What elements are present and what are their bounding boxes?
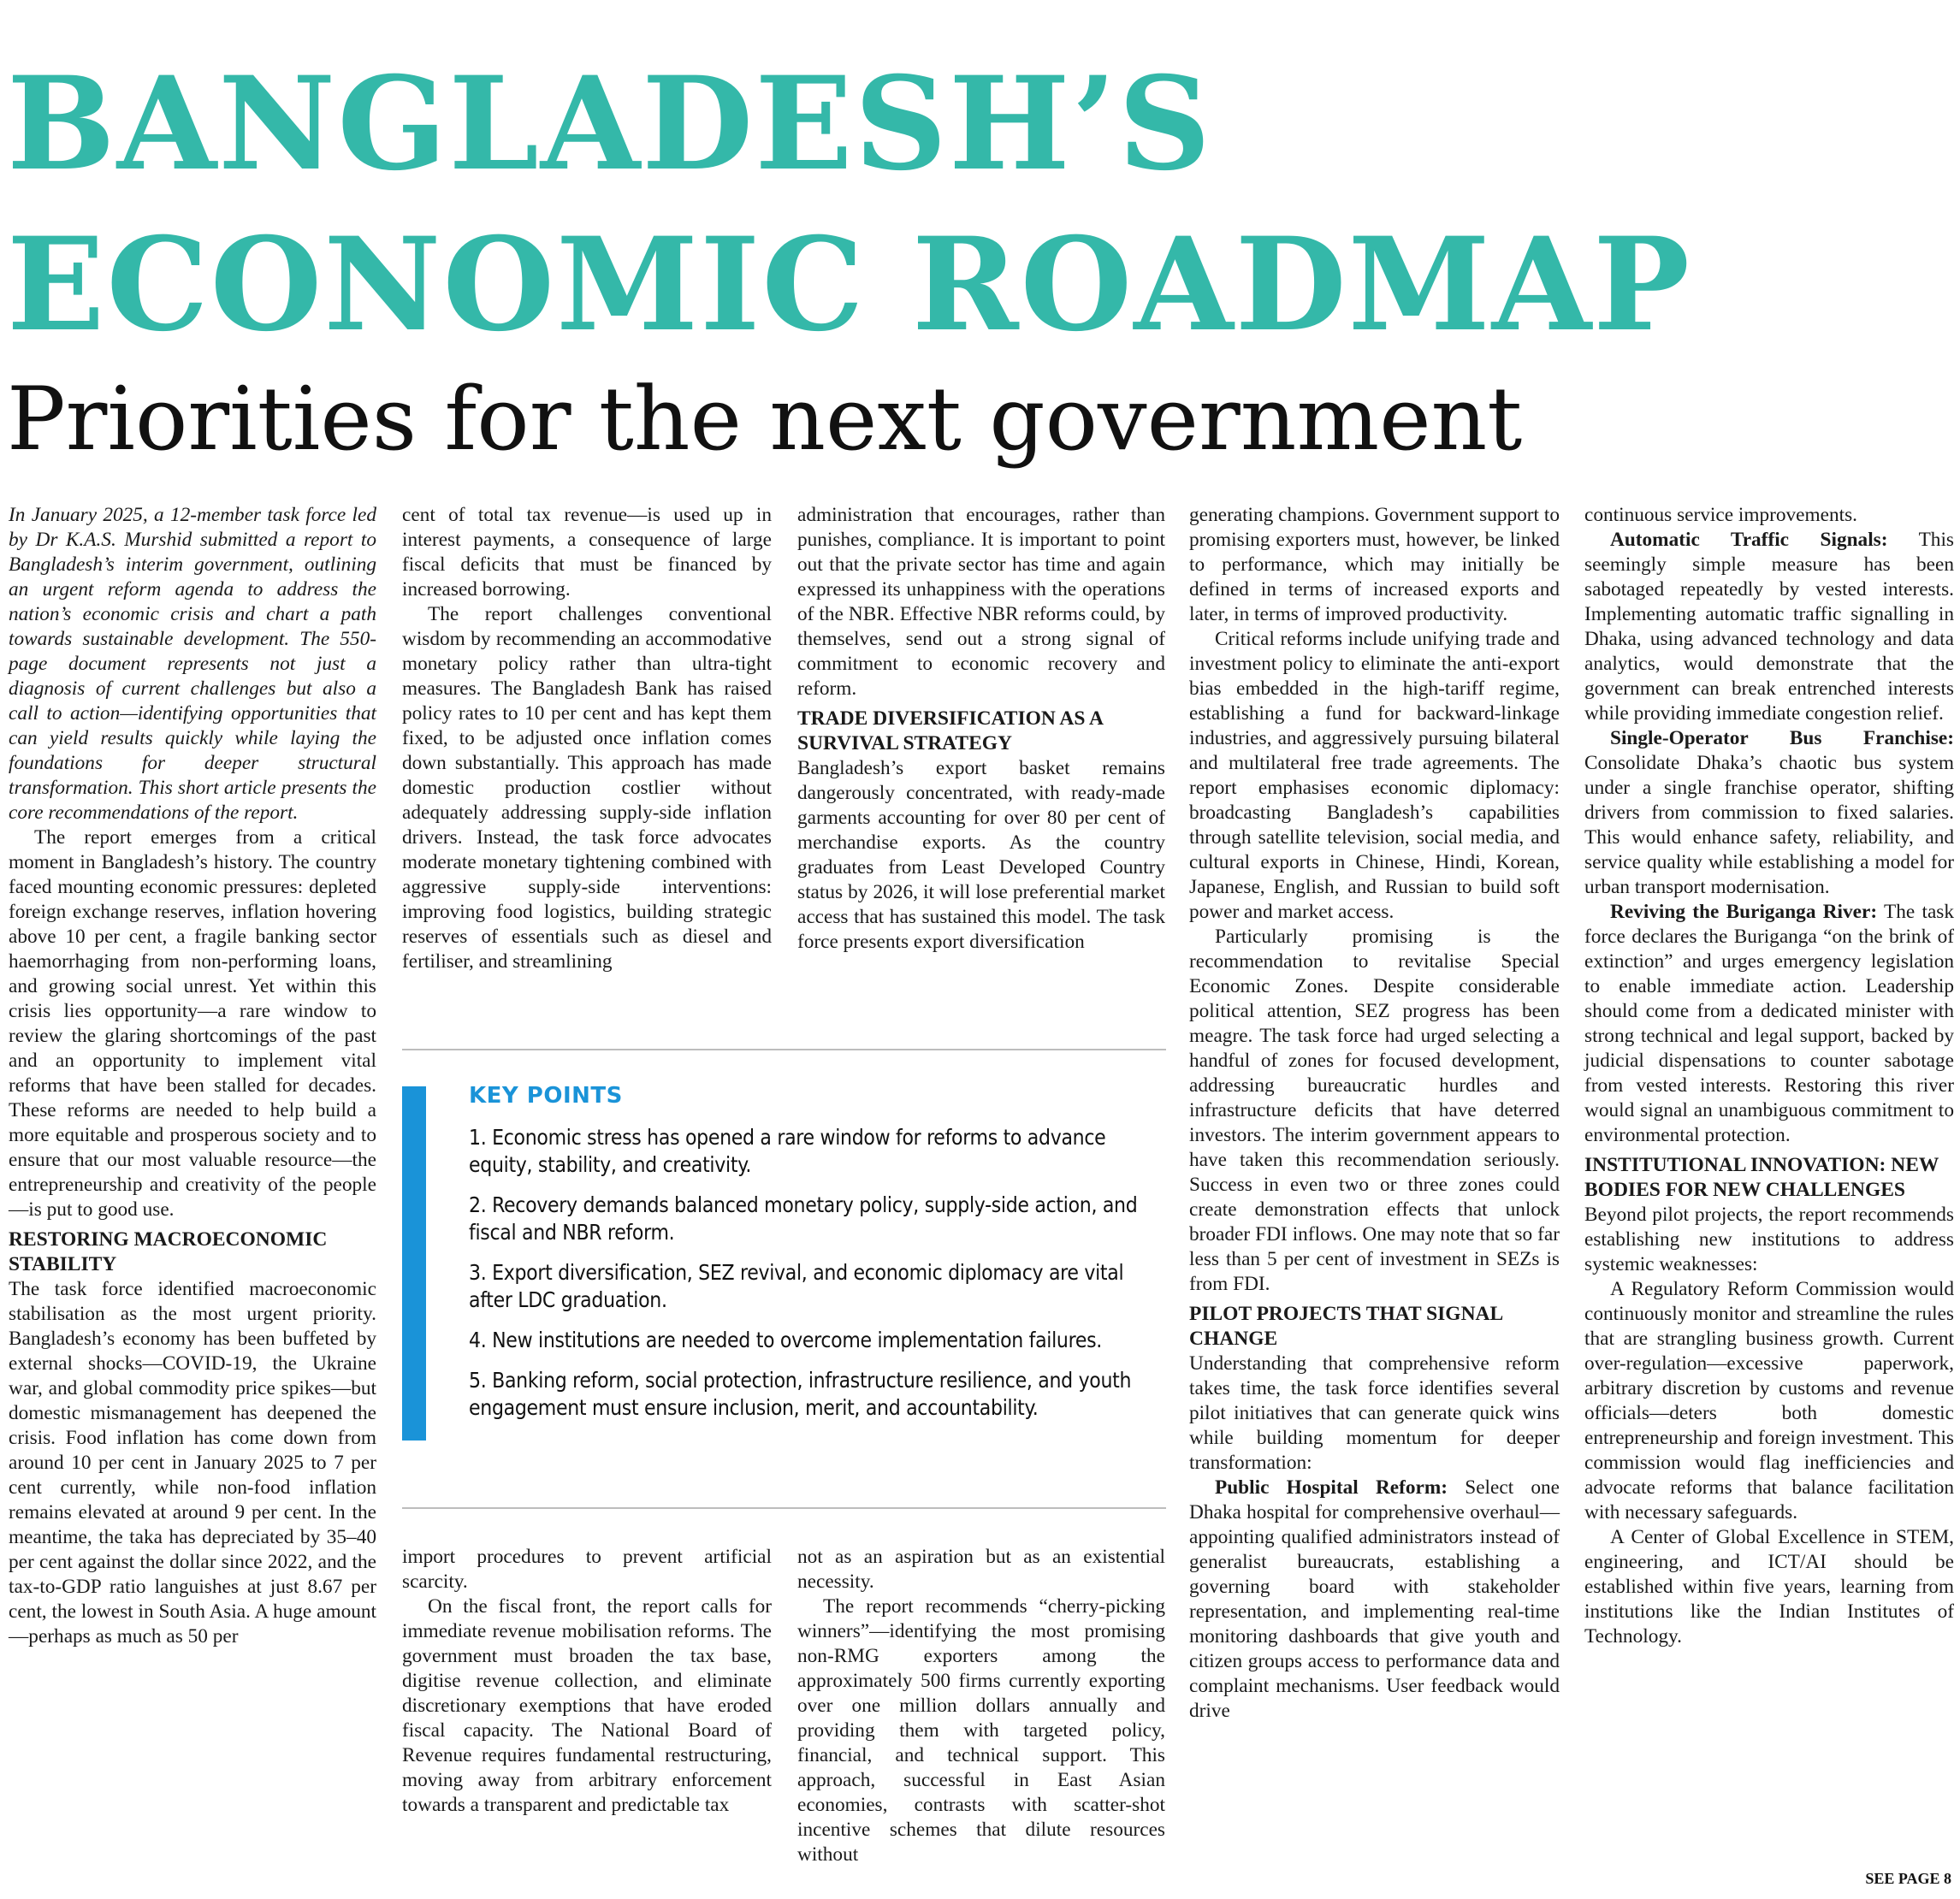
body-paragraph: On the fiscal front, the report calls for immediate revenue mobilisation reforms. The government must broaden the tax base, digitise revenue collection, and eliminate discretionary exemptions that have eroded fiscal capacity. The National Board of Revenue requires fundamental restructuring, moving away from arbitrary enforcement towards a transparent and predictable tax <box>402 1595 772 1816</box>
key-points-title: KEY POINTS <box>469 1083 623 1109</box>
key-point-item: 1. Economic stress has opened a rare window for reforms to advance equity, stability, and creativity. <box>469 1125 1106 1177</box>
section-heading-trade: TRADE DIVERSIFICATION AS A SURVIVAL STRATEGY <box>797 707 1103 754</box>
traffic-paragraph <box>1584 528 1954 726</box>
key-points-list <box>469 1124 1145 1435</box>
article-column-2-bottom <box>402 1545 772 1818</box>
body-paragraph: Bangladesh’s export basket remains dangerously concentrated, with ready-made garments accounting for over 80 per cent of merchandise exports. As the country graduates from Least Developed Country status by 2026, it will lose preferential market access that has sustained this model. The task force presents export diversification <box>797 757 1165 953</box>
article-column-3-bottom <box>797 1545 1165 1867</box>
key-point-item: 3. Export diversification, SEZ revival, and economic diplomacy are vital after LDC graduation. <box>469 1260 1124 1312</box>
body-paragraph-continued: administration that encourages, rather than punishes, compliance. It is important to point out that the private sector has time and again expressed its unhappiness with the operations of the NBR. Effective NBR reforms could, by themselves, send out a strong signal of commitment to economic recovery and reform. <box>797 504 1165 700</box>
body-paragraph: Beyond pilot projects, the report recommends establishing new institutions to address systemic weaknesses: <box>1584 1204 1954 1275</box>
subheadline: Priorities for the next government <box>7 369 1523 470</box>
section-heading-pilot: PILOT PROJECTS THAT SIGNAL CHANGE <box>1189 1303 1502 1350</box>
body-paragraph-continued: import procedures to prevent artificial scarcity. <box>402 1546 772 1593</box>
body-paragraph-continued: continuous service improvements. <box>1584 504 1857 526</box>
body-paragraph: Particularly promising is the recommendation to revitalise Special Economic Zones. Despite considerable political attention, SEZ progress has been meagre. The task force had urged selecting a handful of zones for focused development, addressing bureaucratic hurdles and infrastructure deficits that have deterred investors. The interim government appears to have taken this recommendation seriously. Success in even two or three zones could create demonstration effects that unlock broader FDI inflows. One may note that so far less than 5 per cent of investment in SEZs is from FDI. <box>1189 926 1560 1295</box>
lede-paragraph: In January 2025, a 12-member task force led by Dr K.A.S. Murshid submitted a report to Bangladesh’s interim government, outlining an urgent reform agenda to address the nation’s economic crisis and chart a path towards sustainable development. The 550-page document represents not just a diagnosis of current challenges but also a call to action—identifying opportunities that can yield results quickly while laying the foundations for deeper structural transformation. This short article presents the core recommendations of the report. <box>9 504 376 824</box>
article-column-4 <box>1189 503 1560 1724</box>
traffic-lead: Automatic Traffic Signals: <box>1610 529 1888 551</box>
body-paragraph: Understanding that comprehensive reform takes time, the task force identifies several pilot initiatives that can generate quick wins while building momentum for deeper transformation: <box>1189 1352 1560 1474</box>
see-page-link[interactable]: SEE PAGE 8 <box>1865 1870 1951 1887</box>
river-lead: Reviving the Buriganga River: <box>1610 901 1878 923</box>
section-heading-macro: RESTORING MACROECONOMIC STABILITY <box>9 1228 328 1275</box>
hospital-lead: Public Hospital Reform: <box>1215 1476 1448 1499</box>
bus-text: Consolidate Dhaka’s chaotic bus system under a single franchise operator, shifting drivers from commission to fixed salaries. This would enhance safety, reliability, and service quality while establishing a model for urban transport modernisation. <box>1584 752 1954 898</box>
body-paragraph-continued: not as an aspiration but as an existential necessity. <box>797 1546 1165 1593</box>
body-paragraph: A Center of Global Excellence in STEM, engineering, and ICT/AI should be established within five years, learning from institutions like the Indian Institutes of Technology. <box>1584 1526 1954 1648</box>
hospital-text: Select one Dhaka hospital for comprehensive overhaul—appointing qualified administrators instead of generalist bureaucrats, establishing a governing board with stakeholder representation, and implementing real-time monitoring dashboards that give youth and citizen groups access to performance data and complaint mechanisms. User feedback would drive <box>1189 1476 1560 1722</box>
key-point-item: 2. Recovery demands balanced monetary policy, supply-side action, and fiscal and NBR reform. <box>469 1192 1138 1245</box>
body-paragraph: A Regulatory Reform Commission would continuously monitor and streamline the rules that are strangling business growth. Current over-regulation—excessive paperwork, arbitrary discretion by customs and revenue officials—deters both domestic entrepreneurship and foreign investment. This commission would flag inefficiencies and advocate reforms that balance facilitation with necessary safeguards. <box>1584 1278 1954 1523</box>
body-paragraph-continued: cent of total tax revenue—is used up in interest payments, a consequence of large fiscal deficits that must be financed by increased borrowing. <box>402 504 772 600</box>
article-column-2-top <box>402 503 772 974</box>
hospital-paragraph <box>1189 1476 1560 1724</box>
headline-line-2: ECONOMIC ROADMAP <box>7 210 1691 360</box>
traffic-text: This seemingly simple measure has been sabotaged repeatedly by vested interests. Implementing automatic traffic signalling in Dhaka, using advanced technology and data analytics, would demonstrate that the government can break entrenched interests while providing immediate congestion relief. <box>1584 529 1954 725</box>
key-points-accent-bar <box>402 1086 426 1441</box>
key-point-item: 5. Banking reform, social protection, infrastructure resilience, and youth engagement must ensure inclusion, merit, and accountability. <box>469 1368 1132 1420</box>
river-text: The task force declares the Buriganga “on the brink of extinction” and urges emergency legislation to enable immediate action. Leadership should come from a dedicated minister with strong technical and legal support, backed by judicial dispensations to counter sabotage from vested interests. Restoring this river would signal an unambiguous commitment to environmental protection. <box>1584 901 1954 1146</box>
body-paragraph: The report challenges conventional wisdom by recommending an accommodative monetary policy rather than ultra-tight measures. The Bangladesh Bank has raised policy rates to 10 per cent and has kept them fixed, to be adjusted once inflation comes down substantially. This approach has made domestic production costlier without adequately addressing supply-side inflation drivers. Instead, the task force advocates moderate monetary tightening combined with aggressive supply-side interventions: improving food logistics, building strategic reserves of essentials such as diesel and fertiliser, and streamlining <box>402 603 772 973</box>
key-point-item: 4. New institutions are needed to overcome implementation failures. <box>469 1328 1102 1352</box>
article-column-5 <box>1584 503 1954 1649</box>
divider-rule-bottom <box>402 1507 1166 1509</box>
headline-line-1: BANGLADESH’S <box>7 49 1213 199</box>
article-column-1 <box>9 503 376 1649</box>
body-paragraph: The task force identified macroeconomic stabilisation as the most urgent priority. Bangladesh’s economy has been buffeted by external shocks—COVID-19, the Ukraine war, and global commodity price spikes—but domestic mismanagement has deepened the crisis. Food inflation has come down from around 10 per cent in January 2025 to 7 per cent currently, while non-food inflation remains elevated at around 9 per cent. In the meantime, the taka has depreciated by 35–40 per cent against the dollar since 2022, and the tax-to-GDP ratio languishes at just 8.67 per cent, the lowest in South Asia. A huge amount—perhaps as much as 50 per <box>9 1278 376 1648</box>
body-paragraph: The report emerges from a critical moment in Bangladesh’s history. The country faced mounting economic pressures: depleted foreign exchange reserves, inflation hovering above 10 per cent, a fragile banking sector haemorrhaging from non-performing loans, and growing social unrest. Yet within this crisis lies opportunity—a rare window to review the glaring shortcomings of the past and an opportunity to implement vital reforms that have been stalled for decades. These reforms are needed to help build a more equitable and prosperous society and to ensure that our most valuable resource—the entrepreneurship and creativity of the people—is put to good use. <box>9 826 376 1221</box>
body-paragraph-continued: generating champions. Government support to promising exporters must, however, be linked to performance, which may initially be defined in terms of increased exports and later, in terms of improved productivity. <box>1189 504 1560 625</box>
bus-lead: Single-Operator Bus Franchise: <box>1610 727 1954 749</box>
section-heading-institutions: INSTITUTIONAL INNOVATION: NEW BODIES FOR NEW CHALLENGES <box>1584 1154 1939 1201</box>
divider-rule-top <box>402 1049 1166 1050</box>
body-paragraph: The report recommends “cherry-picking winners”—identifying the most promising non-RMG exporters among the approximately 500 firms currently exporting over one million dollars annually and providing them with targeted policy, financial, and technical support. This approach, successful in East Asian economies, contrasts with scatter-shot incentive schemes that dilute resources without <box>797 1595 1165 1866</box>
body-paragraph: Critical reforms include unifying trade and investment policy to eliminate the anti-export bias embedded in the high-tariff regime, establishing a fund for backward-linkage industries, and aggressively pursuing bilateral and multilateral free trade agreements. The report emphasises economic diplomacy: broadcasting Bangladesh’s capabilities through satellite television, social media, and cultural exports in Chinese, Hindi, Korean, Japanese, English, and Russian to build soft power and market access. <box>1189 628 1560 923</box>
river-paragraph <box>1584 900 1954 1148</box>
bus-paragraph <box>1584 726 1954 900</box>
article-column-3-top <box>797 503 1165 955</box>
